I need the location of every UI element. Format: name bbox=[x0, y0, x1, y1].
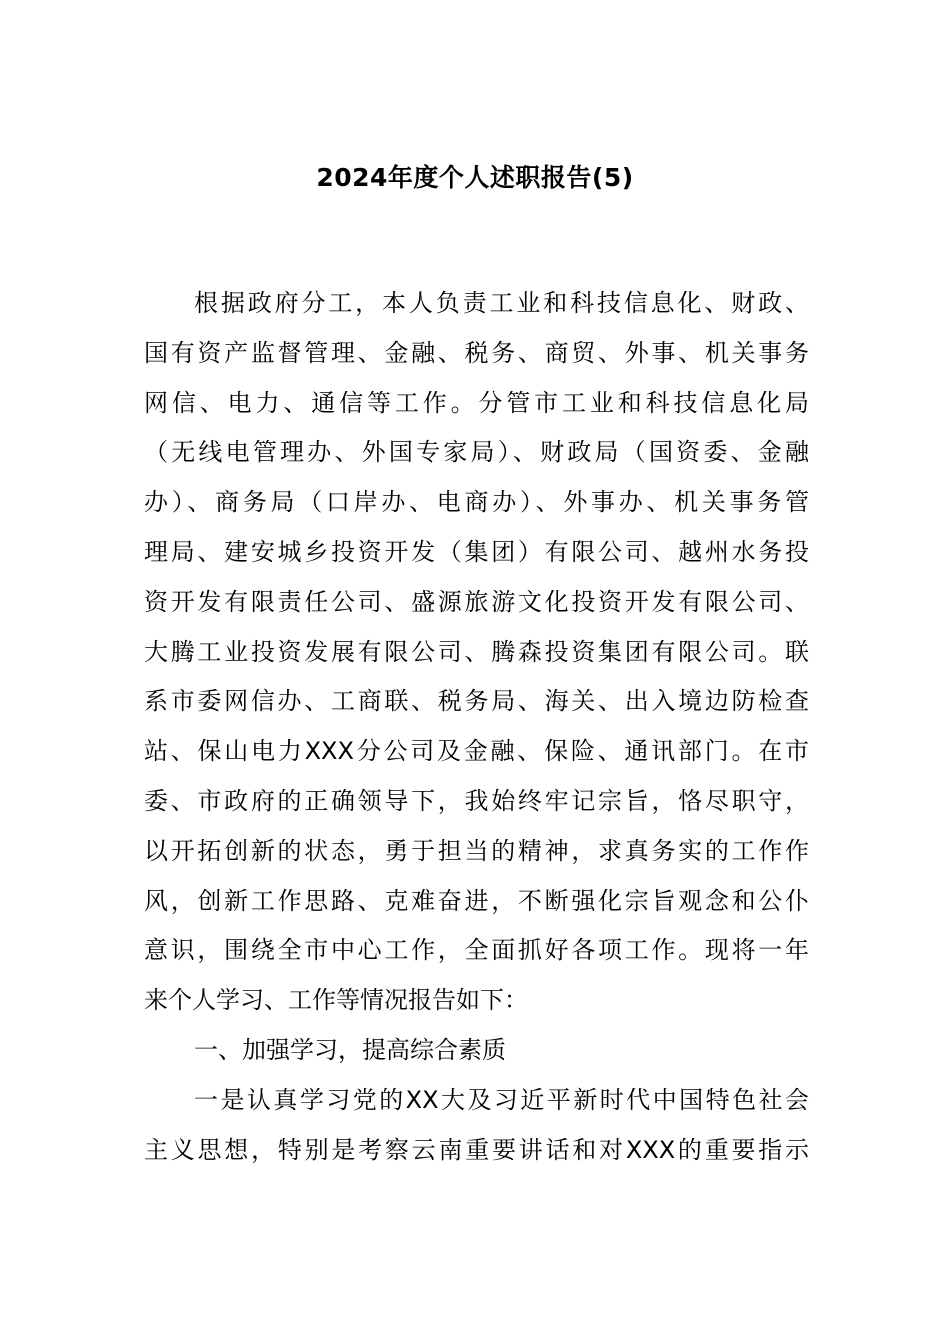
paragraph-line: 意识，围绕全市中心工作，全面抓好各项工作。现将一年 bbox=[144, 936, 809, 965]
paragraph-line: 办）、商务局（口岸办、电商办）、外事办、机关事务管 bbox=[144, 488, 809, 517]
paragraph-line: 来个人学习、工作等情况报告如下： bbox=[144, 986, 528, 1015]
paragraph-line: 站、保山电力XXX分公司及金融、保险、通讯部门。在市 bbox=[144, 737, 809, 766]
paragraph-line: 主义思想，特别是考察云南重要讲话和对XXX的重要指示 bbox=[144, 1135, 809, 1164]
section-heading: 一、加强学习，提高综合素质 bbox=[194, 1035, 506, 1064]
paragraph-line: 一是认真学习党的XX大及习近平新时代中国特色社会 bbox=[194, 1085, 809, 1114]
paragraph-line: 以开拓创新的状态，勇于担当的精神，求真务实的工作作 bbox=[144, 836, 809, 865]
paragraph-line: 资开发有限责任公司、盛源旅游文化投资开发有限公司、 bbox=[144, 587, 809, 616]
paragraph-line: 委、市政府的正确领导下，我始终牢记宗旨，恪尽职守， bbox=[144, 786, 809, 815]
document-title: 2024年度个人述职报告(5) bbox=[316, 163, 634, 192]
paragraph-line: 系市委网信办、工商联、税务局、海关、出入境边防检查 bbox=[144, 687, 809, 716]
paragraph-line: 国有资产监督管理、金融、税务、商贸、外事、机关事务 bbox=[144, 338, 809, 367]
paragraph-line: 理局、建安城乡投资开发（集团）有限公司、越州水务投 bbox=[144, 537, 809, 566]
document-body bbox=[144, 279, 809, 1175]
paragraph-line: （无线电管理办、外国专家局）、财政局（国资委、金融 bbox=[144, 438, 809, 467]
paragraph-line: 根据政府分工，本人负责工业和科技信息化、财政、 bbox=[194, 289, 809, 317]
paragraph-line: 大腾工业投资发展有限公司、腾森投资集团有限公司。联 bbox=[144, 637, 809, 666]
paragraph-line: 风，创新工作思路、克难奋进，不断强化宗旨观念和公仆 bbox=[144, 886, 809, 915]
paragraph-line: 网信、电力、通信等工作。分管市工业和科技信息化局 bbox=[144, 388, 809, 417]
